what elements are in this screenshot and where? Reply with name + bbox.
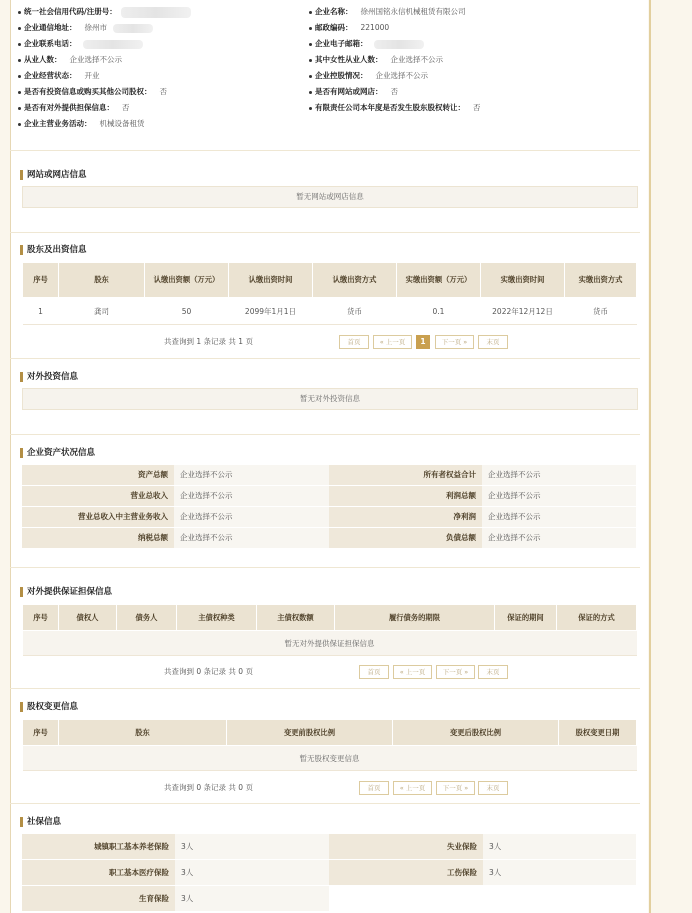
next-page-button[interactable]: 下一页 »: [436, 665, 475, 679]
info-phone: 企业联系电话：: [18, 36, 143, 52]
basic-info: [18, 4, 638, 132]
section-title-assets: 企业资产状况信息: [20, 447, 95, 459]
first-page-button[interactable]: 首页: [359, 665, 389, 679]
assets-row: 营业总收入 企业选择不公示 利润总额 企业选择不公示: [22, 486, 636, 507]
section-title-website: 网站或网店信息: [20, 169, 87, 181]
info-status: 企业经营状态： 开业: [18, 68, 100, 84]
table-header: 序号 股东 认缴出资额（万元） 认缴出资时间 认缴出资方式 实缴出资额（万元） 实缴出资时间 实缴出资方式: [23, 263, 637, 298]
assets-row: 资产总额 企业选择不公示 所有者权益合计 企业选择不公示: [22, 465, 636, 486]
report-panel: [11, 0, 648, 913]
next-page-button[interactable]: 下一页 »: [435, 335, 474, 349]
guarantee-pager: 共查询到 0 条记录 共 0 页 首页 « 上一页 下一页 » 末页: [22, 665, 636, 679]
info-holding: 企业控股情况： 企业选择不公示: [309, 68, 428, 84]
section-title-equity-change: 股权变更信息: [20, 701, 78, 713]
current-page[interactable]: 1: [416, 335, 430, 349]
table-header: 序号 股东 变更前股权比例 变更后股权比例 股权变更日期: [23, 720, 637, 746]
info-email: 企业电子邮箱：: [309, 36, 424, 52]
section-title-shareholders: 股东及出资信息: [20, 244, 87, 256]
empty-row: 暂无股权变更信息: [23, 746, 637, 771]
assets-row: 纳税总额 企业选择不公示 负债总额 企业选择不公示: [22, 528, 636, 549]
prev-page-button[interactable]: « 上一页: [393, 665, 432, 679]
investment-empty: 暂无对外投资信息: [22, 388, 638, 410]
last-page-button[interactable]: 末页: [478, 335, 508, 349]
social-row: 职工基本医疗保险 3人 工伤保险 3人: [22, 860, 636, 886]
table-header: 序号 债权人 债务人 主债权种类 主债权数额 履行债务的期限 保证的期间 保证的方式: [23, 605, 637, 631]
prev-page-button[interactable]: « 上一页: [393, 781, 432, 795]
info-has-website: 是否有网站或网店： 否: [309, 84, 398, 100]
shareholders-table: [22, 262, 637, 325]
redacted-block: [121, 7, 191, 18]
info-employees: 从业人数： 企业选择不公示: [18, 52, 122, 68]
info-company-name: 企业名称： 徐州国铭永信机械租赁有限公司: [309, 4, 466, 20]
social-row: 生育保险 3人: [22, 886, 636, 912]
divider: [10, 358, 640, 359]
divider: [10, 567, 640, 568]
info-postcode: 邮政编码： 221000: [309, 20, 389, 36]
section-title-guarantee: 对外提供保证担保信息: [20, 586, 112, 598]
first-page-button[interactable]: 首页: [339, 335, 369, 349]
assets-grid: [22, 465, 636, 549]
divider: [10, 803, 640, 804]
redacted-block: [113, 24, 153, 33]
table-row: 1 龚司 50 2099年1月1日 货币 0.1 2022年12月12日 货币: [23, 298, 637, 325]
info-main-business: 企业主营业务活动： 机械设备租赁: [18, 116, 145, 132]
equity-change-pager: 共查询到 0 条记录 共 0 页 首页 « 上一页 下一页 » 末页: [22, 781, 636, 795]
info-has-guarantee: 是否有对外提供担保信息： 否: [18, 100, 130, 116]
prev-page-button[interactable]: « 上一页: [373, 335, 412, 349]
redacted-block: [83, 40, 143, 49]
info-address: 企业通信地址： 徐州市: [18, 20, 153, 36]
left-margin: [0, 0, 11, 913]
last-page-button[interactable]: 末页: [478, 665, 508, 679]
section-title-social: 社保信息: [20, 816, 61, 828]
section-title-investment: 对外投资信息: [20, 371, 78, 383]
info-has-investment: 是否有投资信息或购买其他公司股权： 否: [18, 84, 167, 100]
assets-row: 营业总收入中主营业务收入 企业选择不公示 净利润 企业选择不公示: [22, 507, 636, 528]
social-grid: [22, 834, 636, 912]
social-row: 城镇职工基本养老保险 3人 失业保险 3人: [22, 834, 636, 860]
info-female-employees: 其中女性从业人数： 企业选择不公示: [309, 52, 443, 68]
shareholders-pager: 共查询到 1 条记录 共 1 页 首页 « 上一页 1 下一页 » 末页: [22, 335, 636, 349]
info-equity-transfer: 有限责任公司本年度是否发生股东股权转让： 否: [309, 100, 481, 116]
last-page-button[interactable]: 末页: [478, 781, 508, 795]
guarantee-table: [22, 604, 637, 656]
right-margin: [649, 0, 692, 913]
next-page-button[interactable]: 下一页 »: [436, 781, 475, 795]
divider: [10, 688, 640, 689]
divider: [10, 434, 640, 435]
info-credit-code: 统一社会信用代码/注册号：: [18, 4, 191, 20]
redacted-block: [374, 40, 424, 49]
divider: [10, 150, 640, 151]
equity-change-table: [22, 719, 637, 771]
website-empty: 暂无网站或网店信息: [22, 186, 638, 208]
empty-row: 暂无对外提供保证担保信息: [23, 631, 637, 656]
first-page-button[interactable]: 首页: [359, 781, 389, 795]
divider: [10, 232, 640, 233]
